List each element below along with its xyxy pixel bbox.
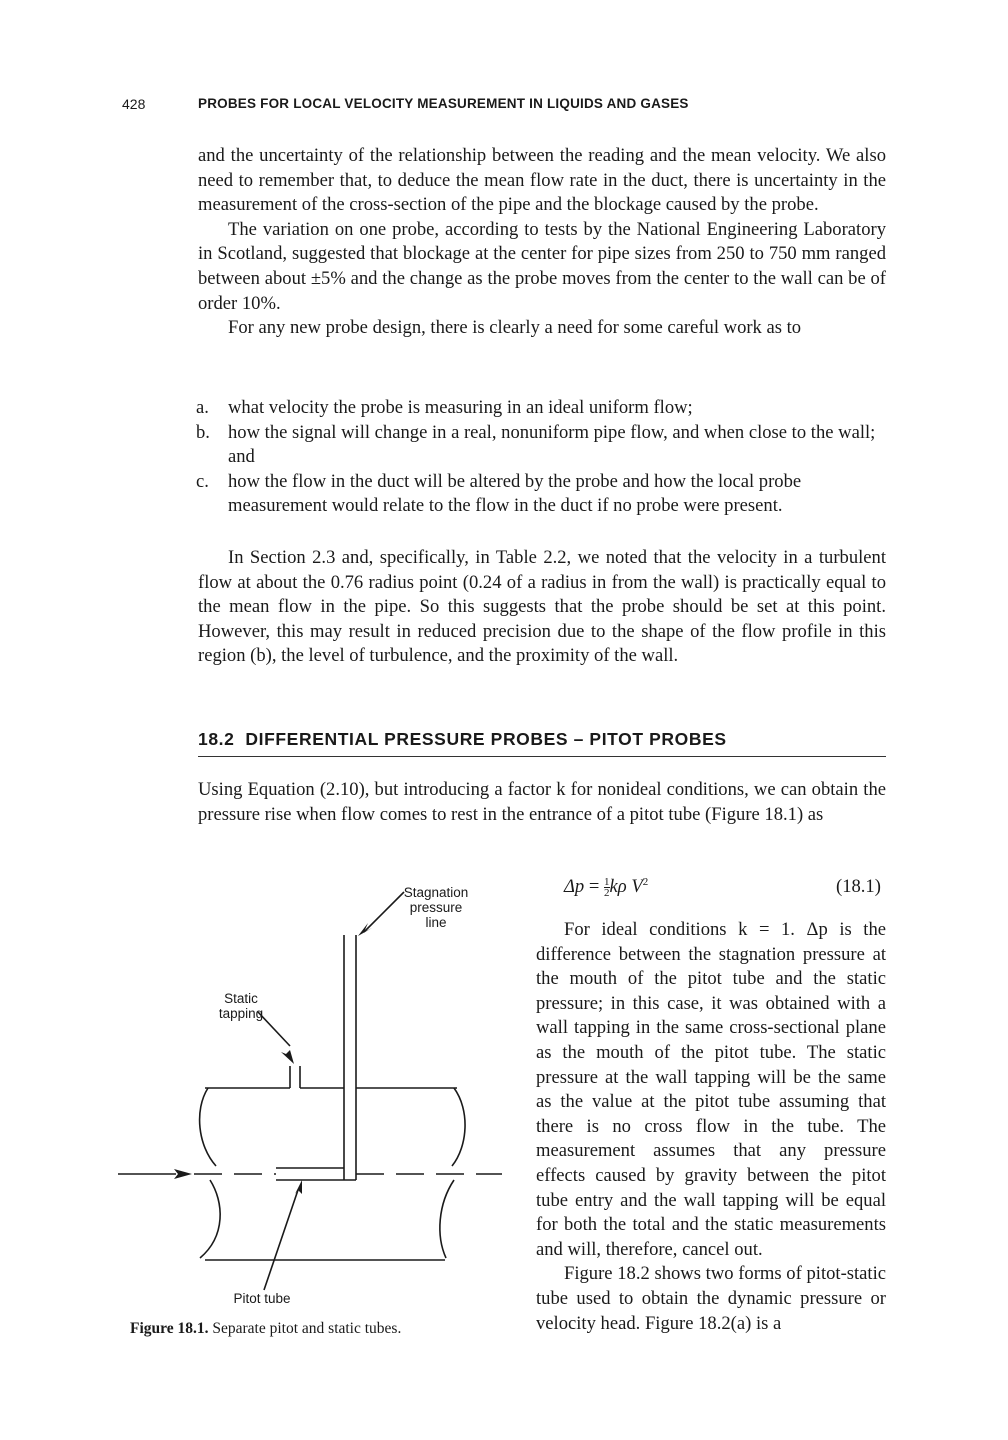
equation [564, 876, 648, 898]
pitot-arrowhead [295, 1180, 302, 1194]
pipe-left-end-lower [200, 1180, 220, 1258]
label-line: tapping [218, 1006, 264, 1021]
pipe-right-end-lower [440, 1180, 454, 1258]
list-item-label: a. [196, 397, 209, 418]
label-line: Stagnation [403, 885, 469, 900]
fraction-denominator: 2 [604, 887, 610, 900]
caption-text: Separate pitot and static tubes. [212, 1320, 402, 1337]
page-number: 428 [122, 96, 146, 112]
static-tapping-label [206, 991, 276, 1021]
paragraph: Figure 18.2 shows two forms of pitot-static tube used to obtain the dynamic pressure or velocity head. Figure 18.2(a) is a [536, 1263, 886, 1334]
pitot-leader-line [264, 1190, 298, 1290]
right-column-text [536, 918, 886, 1336]
stagnation-label [396, 885, 476, 930]
section-number: 18.2 [198, 729, 235, 749]
section-title: DIFFERENTIAL PRESSURE PROBES – PITOT PROBES [245, 729, 727, 749]
static-arrowhead [281, 1050, 294, 1064]
label-line: pressure [409, 900, 463, 915]
list-item [196, 470, 886, 519]
figure-caption [130, 1320, 401, 1338]
paragraph: and the uncertainty of the relationship between the reading and the mean velocity. We also need to remember that, to deduce the mean flow rate in the duct, there is uncertainty in the measurement of the cross-section of the pipe and the blockage caused by the probe. [198, 145, 886, 216]
pitot-tube-label: Pitot tube [233, 1291, 291, 1306]
paragraph: The variation on one probe, according to tests by the National Engineering Laboratory in Scotland, suggested that blockage at the center for pipe sizes from 250 to 750 mm ranged between about ±5% and the change as the probe moves from the center to the wall can be of order 10%. [198, 218, 886, 314]
paragraph: Using Equation (2.10), but introducing a factor k for nonideal conditions, we can obtain the pressure rise when flow comes to rest in the entrance of a pitot tube (Figure 18.1) as [198, 779, 886, 825]
section-heading [198, 729, 886, 757]
body-text-middle [198, 546, 886, 669]
paragraph: For any new probe design, there is clearly a need for some careful work as to [228, 317, 802, 339]
label-line: line [425, 915, 447, 930]
equation-rhs: kρ V [609, 876, 643, 898]
requirements-list [196, 396, 886, 519]
list-item-label: c. [196, 470, 209, 492]
equation-lhs: Δp [564, 876, 585, 898]
list-item [196, 396, 886, 421]
equation-number: (18.1) [836, 876, 881, 897]
label-line: Static [224, 991, 258, 1006]
equation-exponent: 2 [642, 876, 649, 888]
list-item-label: b. [196, 421, 210, 443]
caption-label: Figure 18.1. [130, 1320, 209, 1337]
list-item-text: what velocity the probe is measuring in an ideal uniform flow; [228, 397, 693, 418]
running-title: PROBES FOR LOCAL VELOCITY MEASUREMENT IN LIQUIDS AND GASES [198, 96, 689, 111]
equation-equals: = [588, 876, 600, 898]
body-text-top [198, 144, 886, 341]
stagnation-arrowhead [358, 923, 372, 936]
paragraph: For ideal conditions k = 1. Δp is the difference between the stagnation pressure at the mouth of the pitot tube and the static pressure; in this case, it was obtained with a wall tapping in the same cross-sectional plane as the mouth of the pitot tube. The static pressure at the wall tapping will be the same as the value at the pitot tube assuming that there is no cross flow in the tube. The measurement assumes that any pressure effects caused by gravity between the pitot tube entry and the wall tapping will be equal for both the total and the static measurements and will, therefore, cancel out. [536, 919, 886, 1260]
list-item-text: how the signal will change in a real, nonuniform pipe flow, and when close to the wall; and [228, 421, 876, 468]
flow-arrowhead [174, 1169, 192, 1179]
fraction-numerator: 1 [604, 876, 610, 889]
section-intro [198, 778, 886, 827]
pipe-right-end-upper [452, 1088, 465, 1166]
pipe-left-end-upper [200, 1088, 216, 1166]
list-item-text: how the flow in the duct will be altered by the probe and how the local probe measurement would relate to the flow in the duct if no probe were present. [228, 470, 802, 517]
paragraph: In Section 2.3 and, specifically, in Table 2.2, we noted that the velocity in a turbulent flow at about the 0.76 radius point (0.24 of a radius in from the wall) is practically equal to the mean flow in the pipe. So this suggests that the probe should be set at this point. However, this may result in reduced precision due to the shape of the flow profile in this region (b), the level of turbulence, and the proximity of the wall. [198, 547, 886, 667]
pitot-figure [118, 870, 508, 1320]
list-item [196, 421, 886, 470]
